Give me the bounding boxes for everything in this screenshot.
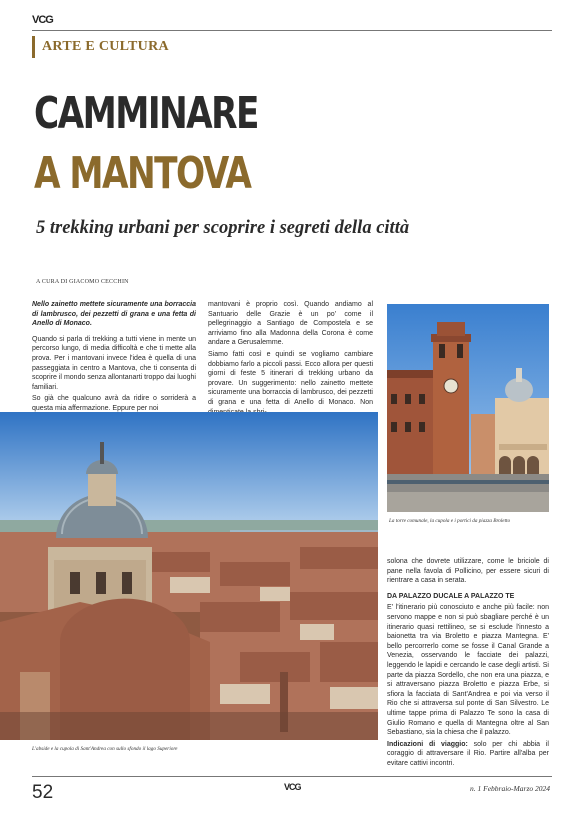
photo-mantova-aerial xyxy=(0,412,378,740)
photo-tower-piazza-broletto xyxy=(387,304,549,512)
page-number: 52 xyxy=(32,782,54,803)
top-divider xyxy=(32,30,552,31)
caption-city: L'abside e la cupola di Sant'Andrea con sullo sfondo il lago Superiore xyxy=(32,746,178,752)
paragraph: Quando si parla di trekking a tutti viene in mente un percorso lungo, di media difficoltà e che ti mette alla prova. Per i mantovani invece l'idea è quella di una passeggiata in centro a Mantova, che ti consenta di scoprire il mondo senza allontanarti troppo dai luoghi familiari. xyxy=(32,335,196,391)
paragraph: E' l'itinerario più conosciuto e anche più facile: non servono mappe e non si può sbagliare perché è un itinerario quasi rettilineo, se si esclude l'innesto a baionetta tra via Broletto e piazza Mantegna. E' bello percorrerlo come se fosse il Canal Grande a Venezia, osservando le facciate dei palazzi, leggendo le lapidi e cercando le case degli artisti. Si parte da piazza Sordello, che non era una piazza, e si attraversano piazza Broletto e piazza Erbe, si sfiora la facciata di Sant'Andrea e poi via verso il Rio che si attraversa sul ponte di San Silvestro. Le ultime tappe prima di Palazzo Te sono la casa di Giulio Romano e quella di Mantegna oltre al San Sebastiano, sia la chiesa che il palazzo. xyxy=(387,604,549,737)
text-column-1 xyxy=(32,300,196,416)
text-column-2 xyxy=(208,300,373,419)
text-column-3 xyxy=(387,557,549,770)
caption-tower: La torre comunale, la cupola e i portici da piazza Broletto xyxy=(389,518,511,524)
lead-paragraph: Nello zainetto mettete sicuramente una borraccia di lambrusco, dei pezzetti di grana e una fetta di Anello di Monaco. xyxy=(32,301,196,328)
travel-tip-label: Indicazioni di viaggio: xyxy=(387,740,468,748)
paragraph: So già che qualcuno avrà da ridire o sorriderà a questa mia affermazione. Eppure per noi xyxy=(32,395,196,412)
travel-tip-text: solo per chi abbia il coraggio di attraversare il Rio. Partire all'alba per evitare cattivi incontri. xyxy=(387,740,549,767)
bottom-divider xyxy=(32,776,552,777)
itinerary-heading: DA PALAZZO DUCALE A PALAZZO TE xyxy=(387,592,515,600)
issue-info: n. 1 Febbraio-Marzo 2024 xyxy=(470,784,550,793)
footer-logo: VCG xyxy=(284,782,301,792)
magazine-logo: VCG xyxy=(32,14,53,26)
article-subtitle: 5 trekking urbani per scoprire i segreti della città xyxy=(36,218,410,238)
article-title-line2: A MANTOVA xyxy=(34,148,251,199)
paragraph: Siamo fatti così e quindi se vogliamo cambiare dobbiamo farlo a piccoli passi. Ecco allora per questi giorni di feste 5 itinerari di trekking urbano da provare. Un suggerimento: nello zainetto mettete sicuramente una borraccia di lambrusco, dei pezzetti di grana e una fetta di Anello di Monaco. Non xyxy=(208,350,373,406)
paragraph: mantovani è proprio così. Quando andiamo al Santuario delle Grazie è un po' come il pellegrinaggio a Santiago de Compostela e se arriviamo fino alla Madonna della Corona è come andare a Gerusalemme. xyxy=(208,301,373,347)
paragraph: solona che dovrete utilizzare, come le briciole di pane nella favola di Pollicino, per essere sicuri di rientrare a casa in serata. xyxy=(387,558,549,585)
section-label: ARTE E CULTURA xyxy=(42,39,169,54)
byline: A CURA DI GIACOMO CECCHIN xyxy=(36,279,129,285)
section-accent-bar xyxy=(32,36,35,58)
article-title-line1: CAMMINARE xyxy=(34,88,258,139)
travel-tip xyxy=(387,740,549,769)
